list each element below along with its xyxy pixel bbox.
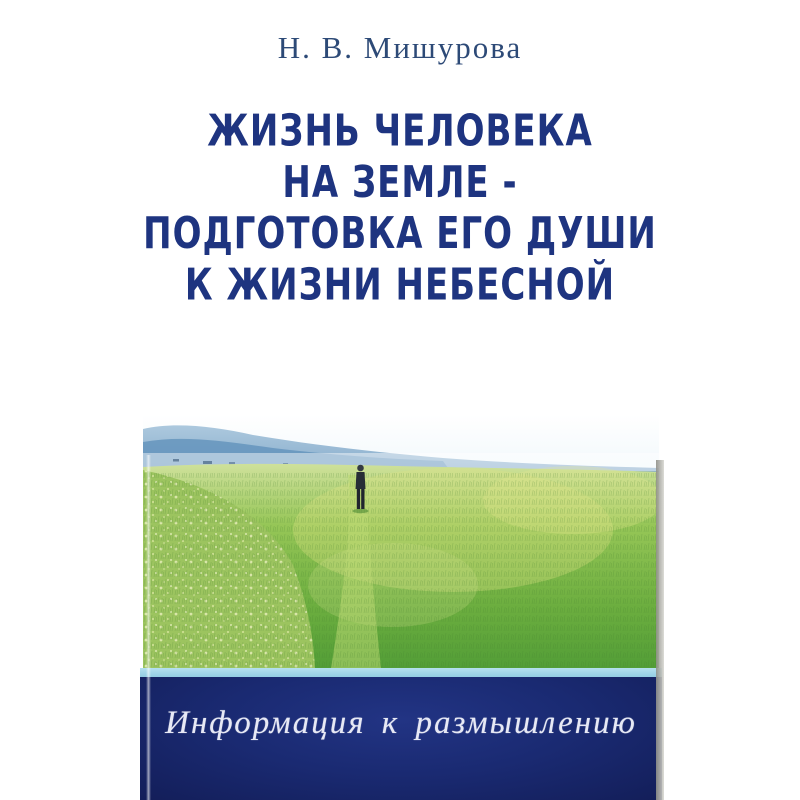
book-right-edge xyxy=(656,460,664,800)
person-leg xyxy=(357,489,360,509)
cover-photo xyxy=(143,415,659,668)
meadow-scene xyxy=(143,415,659,668)
title-line-1: ЖИЗНЬ ЧЕЛОВЕКА xyxy=(207,106,593,158)
distant-structure xyxy=(173,459,179,462)
book-title xyxy=(0,106,800,311)
title-line-4: К ЖИЗНИ НЕБЕСНОЙ xyxy=(184,259,616,311)
person-shadow xyxy=(353,509,369,513)
tagline-text: Информация к размышлению xyxy=(165,705,637,741)
grass-texture xyxy=(143,473,659,668)
person-head xyxy=(357,465,364,472)
tagline-band xyxy=(140,677,662,800)
person-leg xyxy=(361,489,364,509)
spine-highlight xyxy=(146,455,151,800)
cyan-divider xyxy=(140,668,662,677)
title-line-2: НА ЗЕМЛЕ - xyxy=(282,157,518,209)
author-name: Н. В. Мишурова xyxy=(277,30,523,65)
distant-structure xyxy=(203,461,212,464)
person-torso xyxy=(356,472,366,489)
title-line-3: ПОДГОТОВКА ЕГО ДУШИ xyxy=(143,208,657,260)
